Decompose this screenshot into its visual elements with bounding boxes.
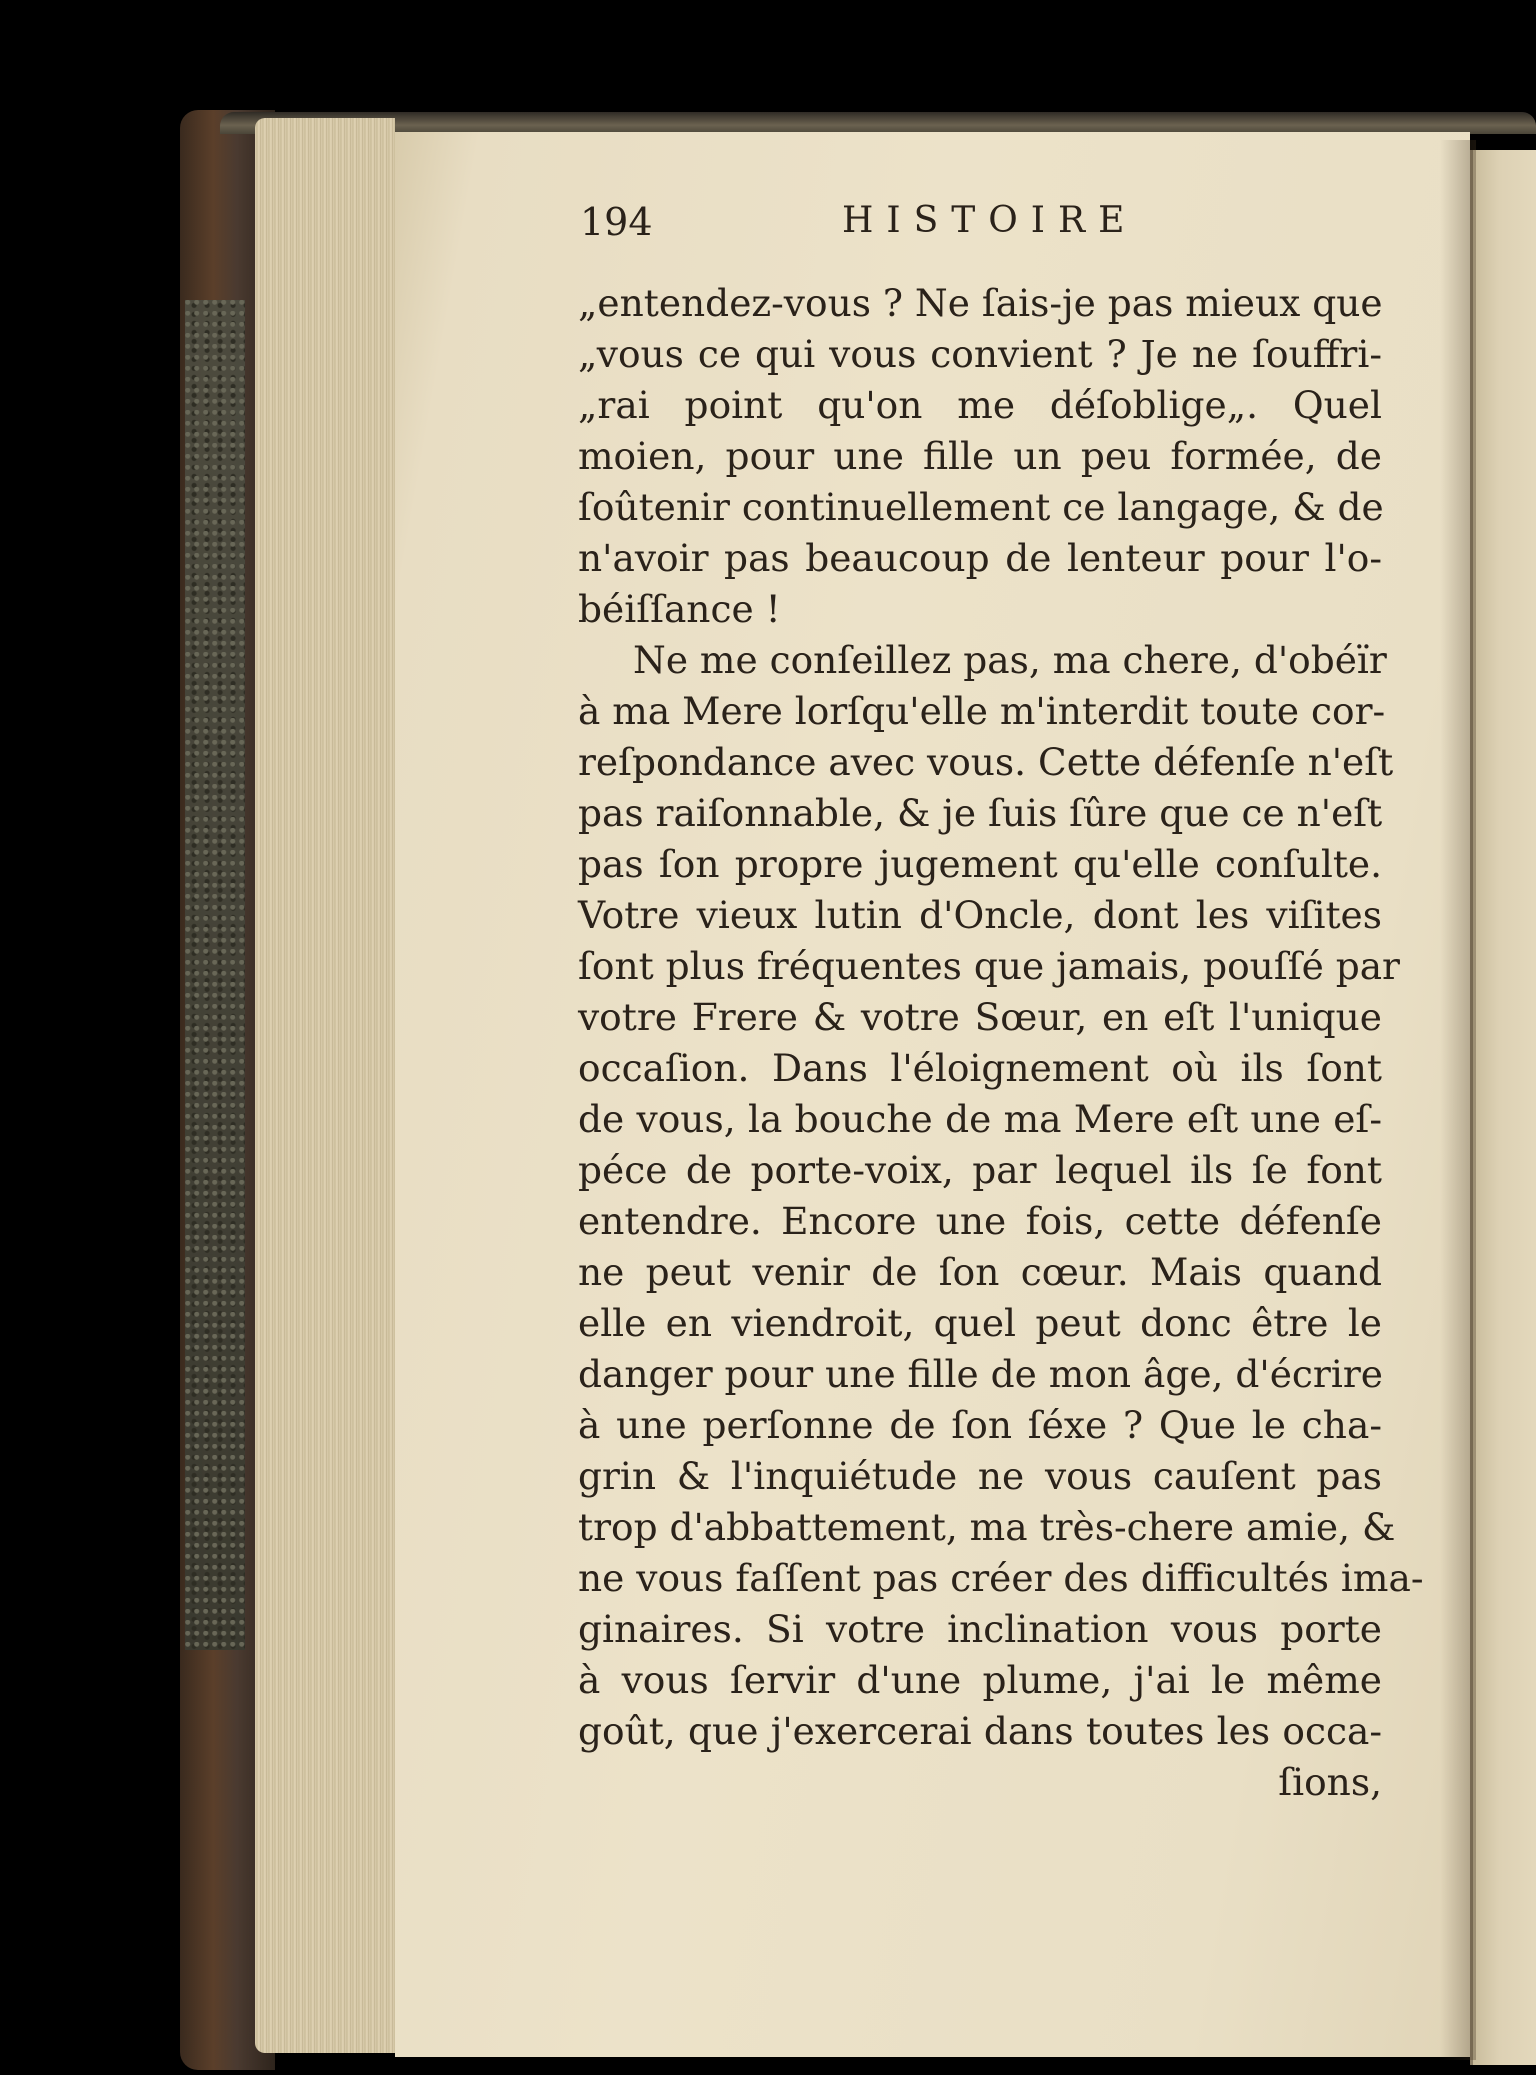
text-line: ginaires. Si votre inclination vous porte xyxy=(578,1607,1382,1651)
text-line: „vous ce qui vous convient ? Je ne ſouffri- xyxy=(578,332,1382,376)
text-line: pas raiſonnable, & je ſuis ſûre que ce n'eſt xyxy=(578,791,1383,835)
page-number: 194 xyxy=(580,200,653,244)
text-line: „rai point qu'on me déſoblige„. Quel xyxy=(578,383,1382,427)
text-line: Ne me conſeillez pas, ma chere, d'obéïr xyxy=(633,638,1387,682)
text-line: de vous, la bouche de ma Mere eſt une eſ- xyxy=(578,1097,1382,1141)
text-line: ſont plus fréquentes que jamais, pouſſé par xyxy=(578,944,1400,988)
text-line: béiſſance ! xyxy=(578,587,781,631)
facing-page-edge xyxy=(1470,150,1536,2065)
text-line: „entendez-vous ? Ne ſais-je pas mieux que xyxy=(578,281,1383,325)
text-line: moien, pour une fille un peu formée, de xyxy=(578,434,1382,478)
running-head xyxy=(580,200,1380,260)
marbled-cover-pattern xyxy=(185,300,245,1650)
text-line: ne vous faſſent pas créer des difficultés ima- xyxy=(578,1556,1424,1600)
text-line: occaſion. Dans l'éloignement où ils ſont xyxy=(578,1046,1382,1090)
text-line: pas ſon propre jugement qu'elle conſulte. xyxy=(578,842,1382,886)
text-line: à vous ſervir d'une plume, j'ai le même xyxy=(578,1658,1382,1702)
text-line: péce de porte-voix, par lequel ils ſe font xyxy=(578,1148,1382,1192)
text-line: trop d'abbattement, ma très-chere amie, & xyxy=(578,1505,1396,1549)
text-line: ſoûtenir continuellement ce langage, & de xyxy=(578,485,1384,529)
text-line: à une perſonne de ſon ſéxe ? Que le cha- xyxy=(578,1403,1382,1447)
book-top-edge xyxy=(220,112,1536,134)
body-text xyxy=(578,278,1424,1808)
text-line: elle en viendroit, quel peut donc être le xyxy=(578,1301,1382,1345)
text-line: ne peut venir de ſon cœur. Mais quand xyxy=(578,1250,1382,1294)
running-title: HISTOIRE xyxy=(842,200,1138,241)
text-line: goût, que j'exercerai dans toutes les occa- xyxy=(578,1709,1382,1753)
text-line: entendre. Encore une fois, cette défenſe xyxy=(578,1199,1382,1243)
text-line: à ma Mere lorſqu'elle m'interdit toute cor- xyxy=(578,689,1386,733)
text-line: votre Frere & votre Sœur, en eſt l'unique xyxy=(578,995,1382,1039)
catchword: ſions, xyxy=(1278,1760,1382,1804)
gutter-shadow xyxy=(1440,140,1476,2060)
page-edges xyxy=(255,118,395,2053)
text-line: Votre vieux lutin d'Oncle, dont les viſites xyxy=(578,893,1382,937)
text-line: n'avoir pas beaucoup de lenteur pour l'o- xyxy=(578,536,1382,580)
text-line: reſpondance avec vous. Cette défenſe n'eſt xyxy=(578,740,1394,784)
text-line: danger pour une fille de mon âge, d'écrire xyxy=(578,1352,1383,1396)
text-line: grin & l'inquiétude ne vous cauſent pas xyxy=(578,1454,1382,1498)
